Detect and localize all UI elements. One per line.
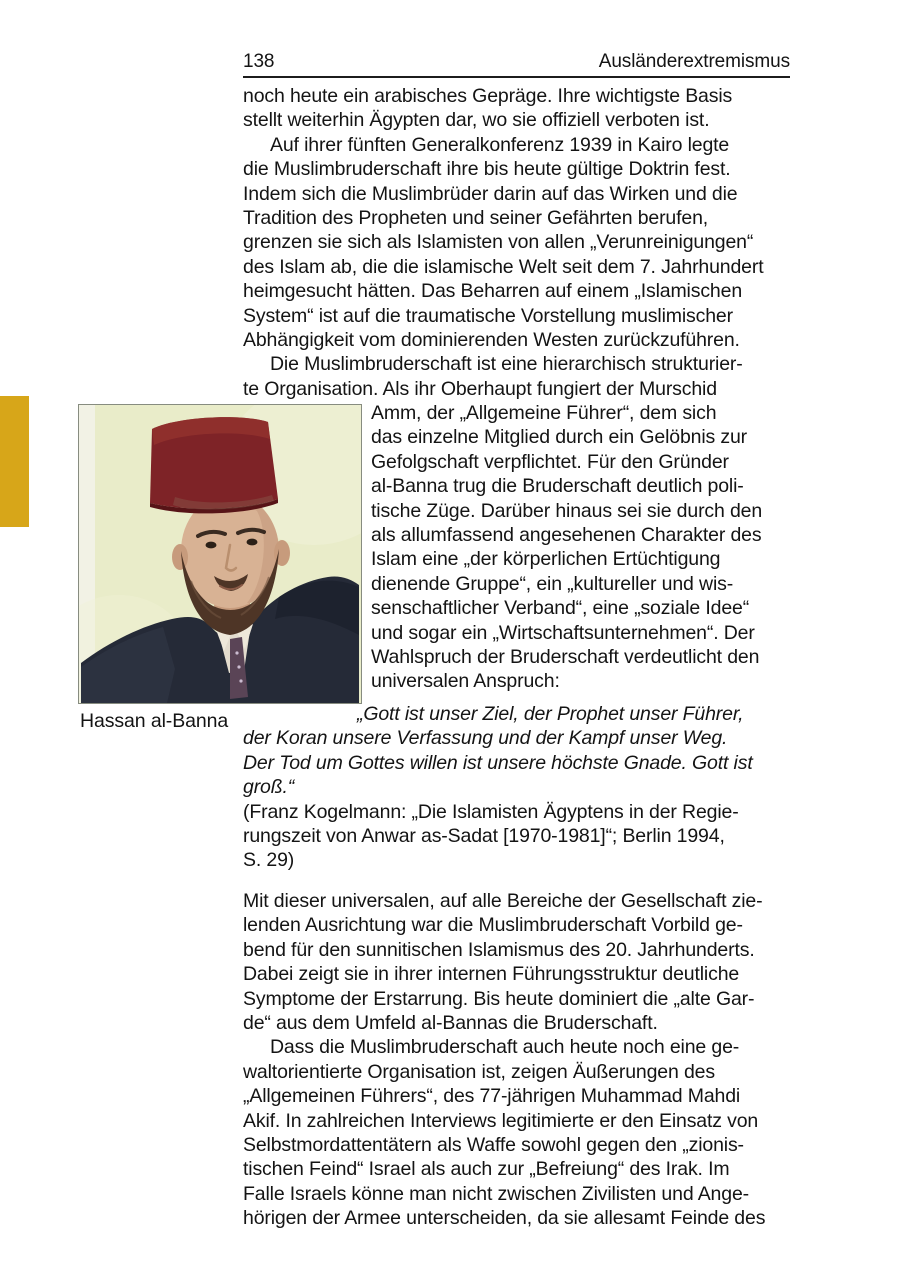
- margin-marker: [0, 396, 29, 527]
- text-line: hörigen der Armee unterscheiden, da sie allesamt Feinde des: [243, 1207, 766, 1230]
- text-line: al-Banna trug die Bruderschaft deutlich poli-: [371, 475, 744, 498]
- text-line: dienende Gruppe“, ein „kultureller und wis-: [371, 572, 734, 595]
- text-line: stellt weiterhin Ägypten dar, wo sie offiziell verboten ist.: [243, 109, 710, 132]
- text-line: tischen Feind“ Israel als auch zur „Befreiung“ des Irak. Im: [243, 1158, 730, 1181]
- text-line: Die Muslimbruderschaft ist eine hierarchisch strukturier-: [270, 353, 743, 376]
- text-line: noch heute ein arabisches Gepräge. Ihre wichtigste Basis: [243, 85, 733, 107]
- text-line: de“ aus dem Umfeld al-Bannas die Bruderschaft.: [243, 1011, 658, 1034]
- text-line: tische Züge. Darüber hinaus sei sie durch den: [371, 499, 763, 522]
- text-line: die Muslimbruderschaft ihre bis heute gültige Doktrin fest.: [243, 158, 731, 181]
- photo-caption: Hassan al-Banna: [80, 710, 229, 732]
- text-line: groß.“: [243, 776, 295, 799]
- text-line: Selbstmordattentätern als Waffe sowohl gegen den „zionis-: [243, 1133, 744, 1156]
- text-line: Gefolgschaft verpflichtet. Für den Gründer: [371, 450, 729, 473]
- text-line: Amm, der „Allgemeine Führer“, dem sich: [371, 402, 717, 425]
- text-line: Indem sich die Muslimbrüder darin auf das Wirken und die: [243, 182, 738, 205]
- text-line: Wahlspruch der Bruderschaft verdeutlicht den: [371, 645, 760, 668]
- text-line: waltorientierte Organisation ist, zeigen Äußerungen des: [243, 1060, 715, 1083]
- text-line: Tradition des Propheten und seiner Gefährten berufen,: [243, 206, 709, 229]
- text-block-body: [243, 889, 843, 1230]
- text-line: Mit dieser universalen, auf alle Bereiche der Gesellschaft zie-: [243, 890, 763, 912]
- text-line: Auf ihrer fünften Generalkonferenz 1939 in Kairo legte: [270, 133, 730, 156]
- text-column: [243, 0, 843, 1276]
- text-block-quote: [243, 702, 843, 873]
- text-line: Dass die Muslimbruderschaft auch heute noch eine ge-: [270, 1036, 740, 1059]
- text-line: das einzelne Mitglied durch ein Gelöbnis zur: [371, 426, 748, 449]
- text-line: heimgesucht hätten. Das Beharren auf einem „Islamischen: [243, 280, 743, 303]
- page-number: 138: [243, 51, 275, 72]
- text-line: Symptome der Erstarrung. Bis heute dominiert die „alte Gar-: [243, 987, 755, 1010]
- text-line: System“ ist auf die traumatische Vorstellung muslimischer: [243, 304, 733, 327]
- text-line: Dabei zeigt sie in ihrer internen Führungsstruktur deutliche: [243, 963, 740, 986]
- text-line: „Allgemeinen Führers“, des 77-jährigen Muhammad Mahdi: [243, 1085, 741, 1108]
- text-line: des Islam ab, die die islamische Welt seit dem 7. Jahrhundert: [243, 255, 764, 278]
- text-line: (Franz Kogelmann: „Die Islamisten Ägyptens in der Regie-: [243, 800, 739, 823]
- text-block-body: [243, 84, 843, 694]
- text-line: Islam eine „der körperlichen Ertüchtigung: [371, 548, 721, 571]
- text-line: der Koran unsere Verfassung und der Kampf unser Weg.: [243, 727, 728, 750]
- text-line: universalen Anspruch:: [371, 670, 560, 693]
- text-line: lenden Ausrichtung war die Muslimbruderschaft Vorbild ge-: [243, 914, 743, 937]
- text-line: Abhängigkeit vom dominierenden Westen zurückzuführen.: [243, 328, 740, 351]
- text-line: S. 29): [243, 849, 295, 872]
- text-line: te Organisation. Als ihr Oberhaupt fungiert der Murschid: [243, 377, 717, 400]
- text-line: senschaftlicher Verband“, eine „soziale Idee“: [371, 597, 750, 620]
- margin-marker-bar: [0, 396, 29, 527]
- text-line: als allumfassend angesehenen Charakter des: [371, 524, 762, 547]
- text-line: rungszeit von Anwar as-Sadat [1970-1981]“; Berlin 1994,: [243, 824, 725, 847]
- text-line: grenzen sie sich als Islamisten von allen „Verunreinigungen“: [243, 231, 754, 254]
- text-line: und sogar ein „Wirtschaftsunternehmen“. Der: [371, 621, 755, 644]
- text-line: „Gott ist unser Ziel, der Prophet unser Führer,: [357, 703, 744, 725]
- text-line: Der Tod um Gottes willen ist unsere höchste Gnade. Gott ist: [243, 751, 753, 774]
- text-line: bend für den sunnitischen Islamismus des 20. Jahrhunderts.: [243, 938, 755, 961]
- running-head: Ausländerextremismus: [598, 51, 790, 72]
- text-line: Akif. In zahlreichen Interviews legitimierte er den Einsatz von: [243, 1109, 759, 1132]
- text-line: Falle Israels könne man nicht zwischen Zivilisten und Ange-: [243, 1182, 749, 1205]
